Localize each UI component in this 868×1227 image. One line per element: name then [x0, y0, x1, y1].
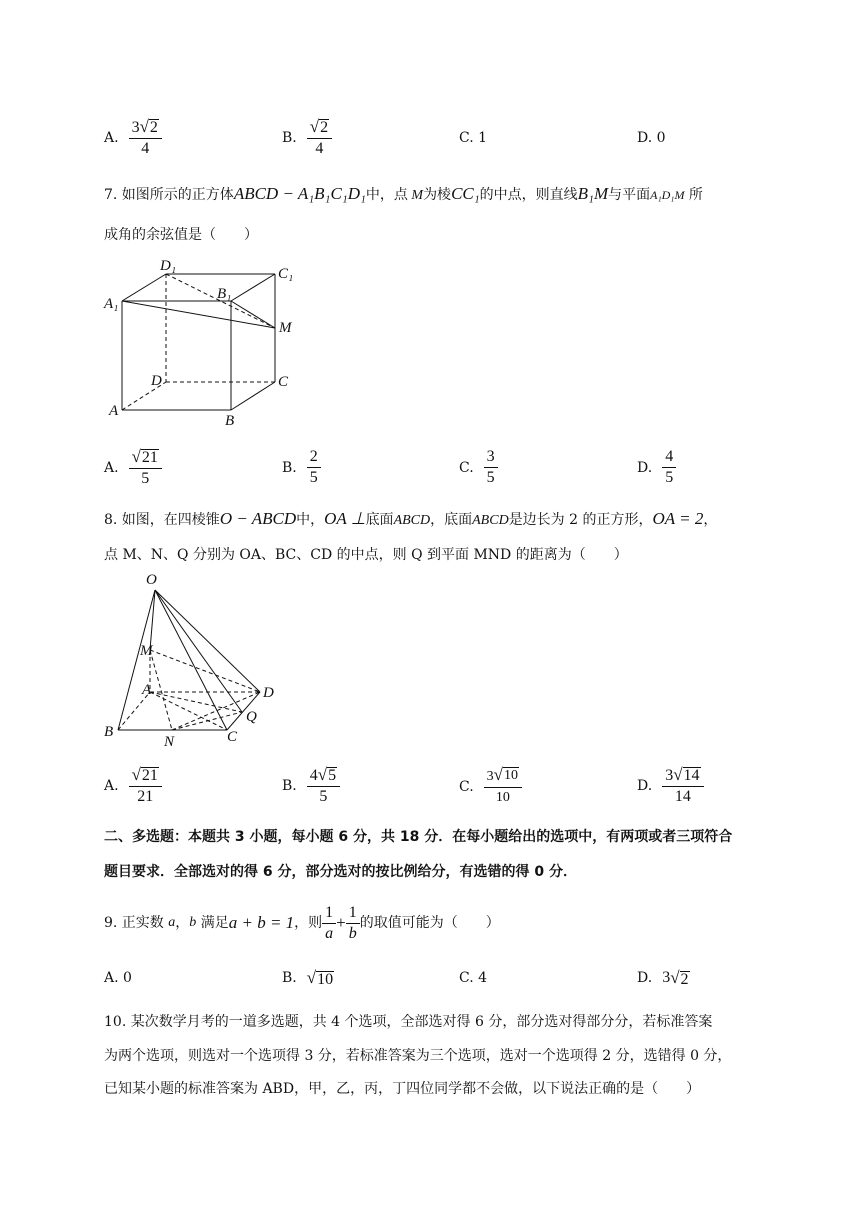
q6-option-d: D. 0 — [637, 130, 666, 146]
label-b: B — [225, 413, 235, 429]
q9-option-b: B. √ 10 — [282, 968, 334, 988]
q9-option-c: C. 4 — [459, 970, 488, 986]
q8-option-d: D. 3 √ 14 14 — [637, 766, 704, 806]
fraction: √ 2 4 — [307, 118, 332, 158]
q10-stem-line2: 为两个选项，则选对一个选项得 3 分，若标准答案为三个选项，选对一个选项得 2 分，选错得 0 分， — [104, 1048, 732, 1064]
label-b: B — [104, 724, 114, 740]
q7-option-a: A. √ 21 5 — [104, 448, 162, 488]
fraction: $\frac{1}{b}$ — [346, 904, 360, 943]
q8-pyramid-figure — [100, 570, 285, 750]
label-d: D — [263, 685, 274, 701]
label-a1: A₁ — [104, 296, 119, 312]
q6-option-c: C. 1 — [459, 130, 488, 146]
q7-stem-line2: 成角的余弦值是（ ） — [104, 227, 258, 243]
q7-stem-line1: 7. 如图所示的正方体ABCD − A₁B₁C₁D₁中，点 M为棱CC₁的中点，则直线B₁M与平面A₁D₁M 所 — [104, 184, 703, 203]
q8-stem-line1: 8. 如图，在四棱锥O − ABCD中，OA ⊥底面ABCD，底面ABCD是边长为 2 的正方形，OA = 2， — [104, 509, 718, 528]
q9-option-a: A. 0 — [104, 970, 132, 986]
fraction: 3 √ 2 4 — [129, 118, 162, 158]
label-o: O — [146, 572, 157, 588]
label-d: D — [151, 373, 162, 389]
label-b1: B₁ — [217, 286, 232, 302]
label-c: C — [227, 729, 238, 745]
label-c: C — [278, 374, 289, 390]
section2-heading-line1: 二、多选题：本题共 3 小题，每小题 6 分，共 18 分．在每小题给出的选项中，有两项或者三项符合 — [104, 829, 733, 845]
label-d1: D₁ — [160, 258, 177, 274]
q6-option-b: B. √ 2 4 — [282, 118, 332, 158]
label-q: Q — [246, 709, 257, 725]
label-m: M — [140, 643, 153, 659]
q8-option-c: C. 3 √ 10 10 — [459, 766, 522, 807]
q7-option-d: D. $\frac{4}{5}$ — [637, 448, 676, 487]
q9-option-d: D. 3 √ 2 — [637, 968, 689, 988]
label-a: A — [109, 403, 119, 419]
section2-heading-line2: 题目要求．全部选对的得 6 分，部分选对的按比例给分，有选错的得 0 分． — [104, 864, 577, 880]
q10-stem-line3: 已知某小题的标准答案为 ABD，甲，乙，丙，丁四位同学都不会做，以下说法正确的是（ ） — [104, 1081, 701, 1097]
label-m: M — [279, 320, 292, 336]
q8-option-b: B. 4 √ 5 5 — [282, 766, 340, 806]
q7-option-c: C. $\frac{3}{5}$ — [459, 448, 498, 487]
q10-stem-line1: 10. 某次数学月考的一道多选题，共 4 个选项，全部选对得 6 分，部分选对得部分分，若标准答案 — [104, 1014, 713, 1030]
label-a: A — [142, 682, 152, 698]
q7-cube-figure — [100, 252, 310, 432]
label-n: N — [164, 734, 175, 750]
q7-option-b: B. $\frac{2}{5}$ — [282, 448, 321, 487]
q9-stem: 9. 正实数 a ， b 满足 a + b = 1 ，则 $\frac{1}{a}$ + $\frac{1}{b}$ 的取值可能为（ ） — [104, 903, 500, 942]
q8-stem-line2: 点 M、N、Q 分别为 OA、BC、CD 的中点，则 Q 到平面 MND 的距离为（ ） — [104, 547, 628, 563]
q8-option-a: A. √ 21 21 — [104, 766, 162, 806]
q6-option-a: A. 3 √ 2 4 — [104, 118, 162, 158]
label-c1: C₁ — [278, 266, 294, 282]
fraction: $\frac{1}{a}$ — [322, 904, 336, 943]
